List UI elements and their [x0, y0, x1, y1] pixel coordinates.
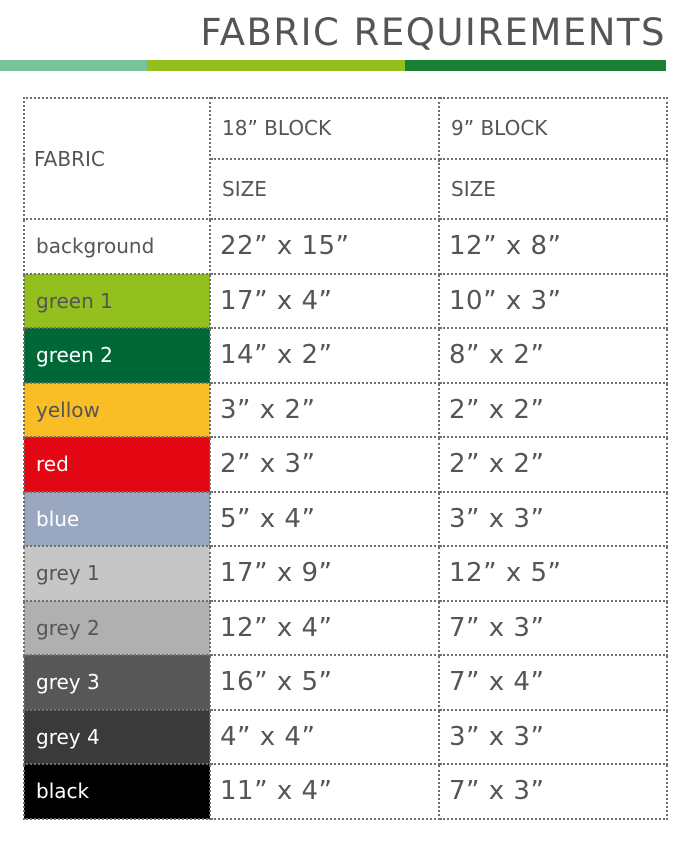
fabric-name-cell: green 1 — [24, 274, 210, 329]
block18-size-cell: 5” x 4” — [210, 492, 439, 547]
fabric-name-cell: blue — [24, 492, 210, 547]
block9-size-cell: 3” x 3” — [439, 492, 667, 547]
block9-size-cell: 7” x 3” — [439, 764, 667, 819]
fabric-requirements-table — [23, 97, 668, 820]
block18-size-cell: 22” x 15” — [210, 219, 439, 274]
fabric-name-cell: grey 4 — [24, 710, 210, 765]
block9-size-cell: 8” x 2” — [439, 328, 667, 383]
fabric-name-cell: green 2 — [24, 328, 210, 383]
accent-stripe-lime — [147, 60, 405, 71]
fabric-column-header: FABRIC — [24, 98, 210, 219]
block18-size-cell: 14” x 2” — [210, 328, 439, 383]
block18-column-header: 18” BLOCK — [210, 98, 439, 159]
fabric-row — [24, 383, 667, 438]
fabric-name-cell: grey 1 — [24, 546, 210, 601]
block18-size-cell: 17” x 9” — [210, 546, 439, 601]
fabric-row — [24, 655, 667, 710]
page-title: FABRIC REQUIREMENTS — [200, 11, 666, 54]
block9-size-cell: 2” x 2” — [439, 437, 667, 492]
block9-size-cell: 7” x 4” — [439, 655, 667, 710]
block9-size-cell: 3” x 3” — [439, 710, 667, 765]
fabric-row — [24, 328, 667, 383]
fabric-row — [24, 274, 667, 329]
block9-size-cell: 2” x 2” — [439, 383, 667, 438]
block18-size-cell: 2” x 3” — [210, 437, 439, 492]
fabric-name-cell: red — [24, 437, 210, 492]
block9-size-cell: 12” x 5” — [439, 546, 667, 601]
fabric-row — [24, 710, 667, 765]
block18-size-header: SIZE — [210, 159, 439, 220]
block9-size-cell: 10” x 3” — [439, 274, 667, 329]
fabric-row — [24, 437, 667, 492]
header-row — [24, 98, 667, 159]
block9-size-cell: 12” x 8” — [439, 219, 667, 274]
block18-size-cell: 12” x 4” — [210, 601, 439, 656]
block9-column-header: 9” BLOCK — [439, 98, 667, 159]
fabric-row — [24, 601, 667, 656]
block18-size-cell: 11” x 4” — [210, 764, 439, 819]
block9-size-header: SIZE — [439, 159, 667, 220]
fabric-row — [24, 546, 667, 601]
fabric-name-cell: grey 2 — [24, 601, 210, 656]
block9-size-cell: 7” x 3” — [439, 601, 667, 656]
fabric-row — [24, 492, 667, 547]
fabric-row — [24, 764, 667, 819]
block18-size-cell: 17” x 4” — [210, 274, 439, 329]
fabric-name-cell: grey 3 — [24, 655, 210, 710]
block18-size-cell: 16” x 5” — [210, 655, 439, 710]
accent-stripe-mint — [0, 60, 147, 71]
fabric-row — [24, 219, 667, 274]
fabric-name-cell: yellow — [24, 383, 210, 438]
accent-stripe-green — [405, 60, 666, 71]
block18-size-cell: 3” x 2” — [210, 383, 439, 438]
block18-size-cell: 4” x 4” — [210, 710, 439, 765]
fabric-name-cell: background — [24, 219, 210, 274]
fabric-name-cell: black — [24, 764, 210, 819]
